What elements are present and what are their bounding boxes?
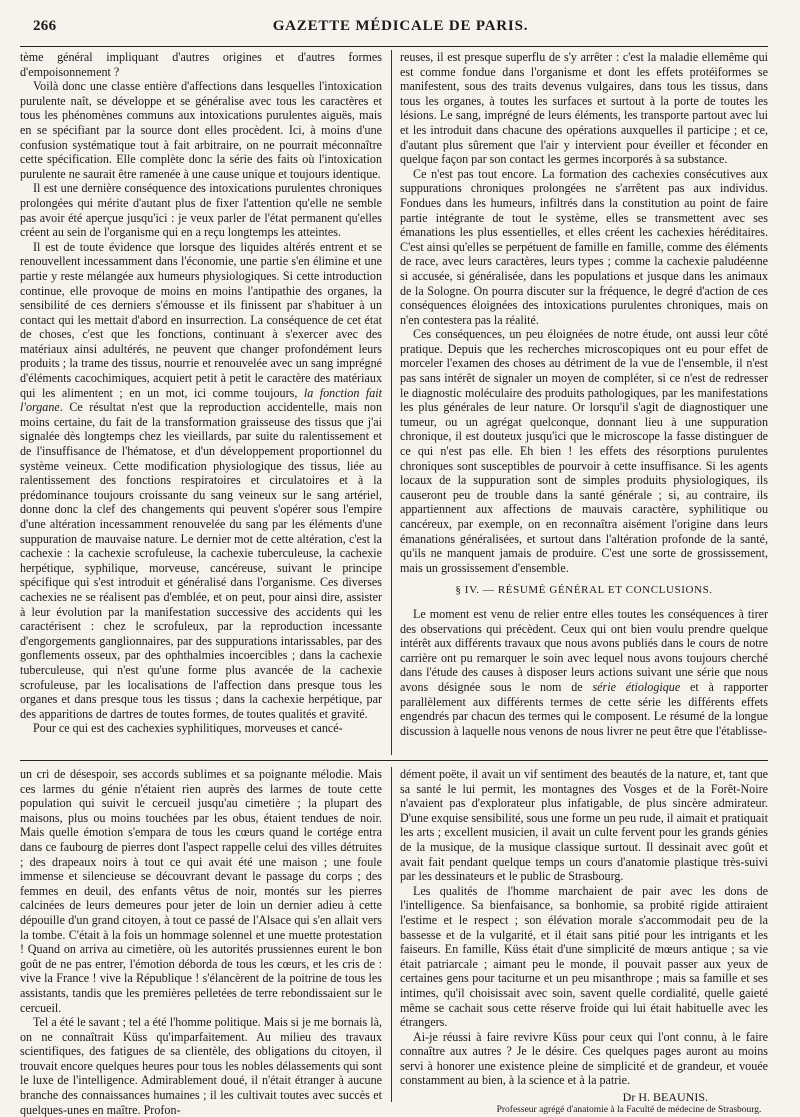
- column-rule-lower: [391, 767, 392, 1102]
- header-rule: [20, 46, 768, 47]
- signature-role: Professeur agrégé d'anatomie à la Faculté de médecine de Strasbourg.: [496, 1104, 762, 1115]
- paragraph: Ce n'est pas tout encore. La formation des cachexies consécutives aux suppurations chroniques prolongées ne s'arrêtent pas aux individus. Fondues dans les humeurs, infiltrés dans la constitution au point de faire partie intégrante de tout le système, elles se transmettent avec ses émanations les plus essentielles, et elles créent les cachexies héréditaires. C'est ainsi qu'elles se perpétuent de famille en famille, comme des éléments de race, avec leurs caractères, leurs types ; comme la cachexie paludéenne si accusée, si généralisée, dans les populations et jusque dans les animaux de la Sologne. On pourra discuter sur la fréquence, le degré d'action de ces conséquences éloignées des intoxications purulentes chroniques, mais on n'en contestera pas la réalité.: [400, 166, 768, 327]
- paragraph: Pour ce qui est des cachexies syphilitiques, morveuses et cancé-: [33, 721, 343, 736]
- page-header: [33, 14, 768, 38]
- paragraph: Voilà donc une classe entière d'affections dans lesquelles l'intoxication purulente naît, se développe et se généralise avec tous les caractères et tous les phénomènes communs aux intoxications purulentes aiguës, mais en se spécifiant par la source dont elles procèdent. Ici, à moins d'une confusion systématique tout à fait arbitraire, on ne pourrait méconnaître cette spécification. Elle complète donc la série des faits où l'intoxication purulente ne saurait être ramenée à une cause unique et toujours identique.: [20, 79, 382, 181]
- emphasis: la fonction fait l'organe: [20, 385, 382, 415]
- upper-right-column: [400, 50, 768, 755]
- running-title: GAZETTE MÉDICALE DE PARIS.: [272, 18, 529, 34]
- paragraph: Ces conséquences, un peu éloignées de notre étude, ont aussi leur côté pratique. Depuis que les recherches microscopiques ont eu pour effet de morceler l'examen des choses au détriment de la vue de l'ensemble, il n'est pas sans intérêt de signaler un moyen de compléter, si ce n'est de redresser le diagnostic moléculaire des produits pathologiques, par les manifestations les plus générales de leur nature. Or lorsqu'il s'agit de diagnostiquer une tumeur, ou un agrégat quelconque, donnant lieu à une suppuration chronique, il est douteux jusqu'ici que le microscope la fasse distinguer de ce qui n'est pas elle. Eh bien ! les effets des résorptions purulentes chroniques sont susceptibles de pourvoir à cette insuffisance. Si les agents locaux de la suppuration sont de simples produits physiologiques, ils causeront peu de trouble dans la santé générale ; si, au contraire, ils appartiennent aux affections de mauvais caractère, syphilitique ou cancéreux, par exemple, on en reconnaîtra aisément l'origine dans leurs émanations généralisées, et surtout dans l'altération profonde de la santé, qu'ils ne manquent jamais de produire. C'est une sorte de grossissement, mais un grossissement d'ensemble.: [400, 327, 768, 575]
- paragraph: Il est de toute évidence que lorsque des liquides altérés entrent et se renouvellent incessamment dans l'économie, une partie s'en élimine et une partie y reste mélangée aux humeurs physiologiques. Si cette introduction continue, elle provoque de moins en moins l'antipathie des organes, la sensibilité de ces derniers s'émousse et ils finissent par s'habituer à un contact qui les mettait d'abord en insurrection. La conséquence de cet état de choses, c'est que les fonctions, continuant à s'exercer avec des matériaux ainsi adultérés, ne peuvent que changer profondément leurs produits ; la trame des tissus, nourrie et renouvelée avec un sang imprégné d'éléments cacochimiques, acquiert petit à petit le caractère des matériaux qui les alimentent ; en un mot, ici comme toujours, la fonction fait l'organe. Ce résultat n'est que la reproduction accidentelle, mais non moins certaine, du fait de la transformation graisseuse des tissus que j'ai signalée dès longtemps chez les vieillards, par suite du ralentissement et de l'insuffisance de l'hématose, et d'un développement proportionnel du système veineux. Cette modification physiologique des tissus, liée au ralentissement des fonctions respiratoires et circulatoires et à la prédominance toujours croissante du sang veineux sur le sang artériel, donne donc la clef des changements qui peuvent s'opérer sous l'empire d'une altération incessamment renouvelée du sang par les éléments d'une suppuration de mauvaise nature. Le dernier mot de cette altération, c'est la cachexie : la cachexie scrofuleuse, la cachexie tuberculeuse, la cachexie herpétique, syphilique, morveuse, cancéreuse, suivant le principe spécifique qui s'est introduit et généralisé dans l'organisme. Ces diverses cachexies ne se réalisent pas d'emblée, et on peut, pour ainsi dire, assister à leur évolution par la manifestation successive des accidents qui les caractérisent : chez le scrofuleux, par la reproduction incessante d'engorgements ganglionnaires, par des suppurations intarissables, par des gonflements osseux, par des ophthalmies incoercibles ; dans la cachexie tuberculeuse, qui n'est qu'une forme plus avancée de la cachexie scrofuleuse, par les localisations de l'affection dans presque tous les organes et dans presque tous les tissus ; dans la cachexie herpétique, par des apparitions de dartres de toutes formes, de toutes qualités et gravité.: [20, 239, 382, 721]
- paragraph: un cri de désespoir, ses accords sublimes et sa poignante mélodie. Mais ces larmes du génie n'étaient rien auprès des larmes de toute cette population qui suivit le cercueil jusqu'au cimetière ; la plupart des maisons, plus ou moins touchées par les obus, étaient tendues de noir. Mais quelle émotion s'empara de tous les cœurs quand le cortége entra dans ce faubourg de pierres dont l'aspect rappelle celui des villes détruites ; des drapeaux noirs à tout ce qui avait été une maison ; une foule immense et silencieuse se découvrant devant le passage du corps ; des femmes en deuil, des enfants vêtus de noir, montés sur les pierres calcinées de leurs demeures pour jeter de loin un dernier adieu à cette dépouille d'un grand citoyen, à tout ce passé de l'Alsace qui s'en allait vers la tombe. C'était à la fois un hommage solennel et une muette protestation ! Quand on arriva au cimetière, où les autorités prussiennes eurent le bon goût de ne pas entrer, l'émotion déborda de tous les cœurs, et les cris de : vive la France ! vive la République ! s'élancèrent de la poitrine de tous les assistants, tandis que les premières pelletées de terre rebondissaient sur le cercueil.: [20, 767, 382, 1015]
- column-rule-upper: [391, 50, 392, 755]
- section-heading: § IV. — RÉSUMÉ GÉNÉRAL ET CONCLUSIONS.: [455, 584, 713, 597]
- paragraph: tème général impliquant d'autres origines et d'autres formes d'empoisonnement ?: [20, 50, 382, 79]
- paragraph: dément poëte, il avait un vif sentiment des beautés de la nature, et, tant que sa santé le lui permit, les montagnes des Vosges et de la Forêt-Noire n'avaient pas d'explorateur plus infatigable, de plus sincère admirateur. D'une exquise sensibilité, sous une forme un peu rude, il aimait et pratiquait les arts ; excellent musicien, il avait un culte fervent pour les grands génies de la musique, de la musique classique surtout. Il dessinait avec goût et avait fait pendant quelque temps un cours d'anatomie plastique très-suivi par les dessinateurs et le public de Strasbourg.: [400, 767, 768, 884]
- paragraph: Il est une dernière conséquence des intoxications purulentes chroniques prolongées qui mérite d'autant plus de fixer l'attention qu'elle ne semble pas avoir été aperçue jusqu'ici : je veux parler de l'état permanent qu'elles créent au sein de l'organisme qui en a reçu longtemps les atteintes.: [20, 181, 382, 240]
- paragraph: Tel a été le savant ; tel a été l'homme politique. Mais si je me bornais là, on ne connaîtrait Küss qu'imparfaitement. Au milieu des travaux scientifiques, des fatigues de sa clientèle, des obligations du citoyen, il trouvait encore quelques heures pour tous les nobles délassements qui sont le luxe de l'intelligence. Admirablement doué, il n'était étranger à aucune branche des connaissances humaines ; il les cultivait toutes avec succès et quelques-unes en maître. Profon-: [20, 1015, 382, 1117]
- paragraph: Le moment est venu de relier entre elles toutes les conséquences à tirer des observations qui précèdent. Ceux qui ont bien voulu prendre quelque intérêt aux différents travaux que nous avons publiés dans le cours de notre carrière ont pu remarquer le soin avec lequel nous avons toujours cherché dans l'étude des causes à disposer leurs actions suivant une série que nous avons désignée sous le nom de série étiologique et à rapporter parallèlement aux différents termes de cette série les différents effets engendrés par chacun des termes qui le composent. Le résumé de la longue discussion à laquelle nous venons de nous livrer ne peut être que l'établisse-: [400, 606, 768, 738]
- paragraph: Ai-je réussi à faire revivre Küss pour ceux qui l'ont connu, à le faire connaître aux autres ? Je le désire. Ces quelques pages auront au moins servi à honorer une existence pleine de simplicité et de grandeur, et vouée constamment au bien, à la science et à la patrie.: [400, 1029, 768, 1088]
- upper-left-column: [20, 50, 382, 755]
- page-number: 266: [33, 18, 57, 34]
- paragraph: Les qualités de l'homme marchaient de pair avec les dons de l'intelligence. Sa bienfaisance, sa bonhomie, sa probité rigide attiraient l'estime et le respect ; son élévation morale s'accommodait peu de la bassesse et de la vulgarité, et il était sans pitié pour les intrigants et les faiseurs. En famille, Küss était d'une simplicité de mœurs antique ; sa vie était patriarcale ; aimant peu le monde, il pouvait passer aux yeux de certaines gens pour taciturne et un peu misanthrope ; mais sa famille et ses intimes, qu'il choisissait avec soin, savent quelle cordialité, quelle gaieté même se cachait sous cette réserve froide qui lui était habituelle avec les étrangers.: [400, 883, 768, 1030]
- lower-right-column: [400, 767, 768, 1115]
- paragraph: reuses, il est presque superflu de s'y arrêter : c'est la maladie ellemême qui est comme fondue dans l'organisme et dont les effets protéiformes se manifestent, sous des traits devenus vulgaires, dans tous les tissus, dans tous les organes, à toutes les surfaces et surtout à la porte de toutes les lésions. Le sang, imprégné de leurs éléments, les transporte partout avec lui et les introduit dans chacune des opérations auxquelles il participe ; et ce, d'autant plus sûrement que l'air y intervient pour éveiller et féconder en quelque façon par son contact les germes incorporés à sa substance.: [400, 50, 768, 167]
- lower-left-column: [20, 767, 382, 1117]
- signature-name: Dr H. BEAUNIS.: [622, 1090, 708, 1105]
- article-separator-rule: [20, 760, 768, 761]
- emphasis: série étiologique: [592, 679, 681, 694]
